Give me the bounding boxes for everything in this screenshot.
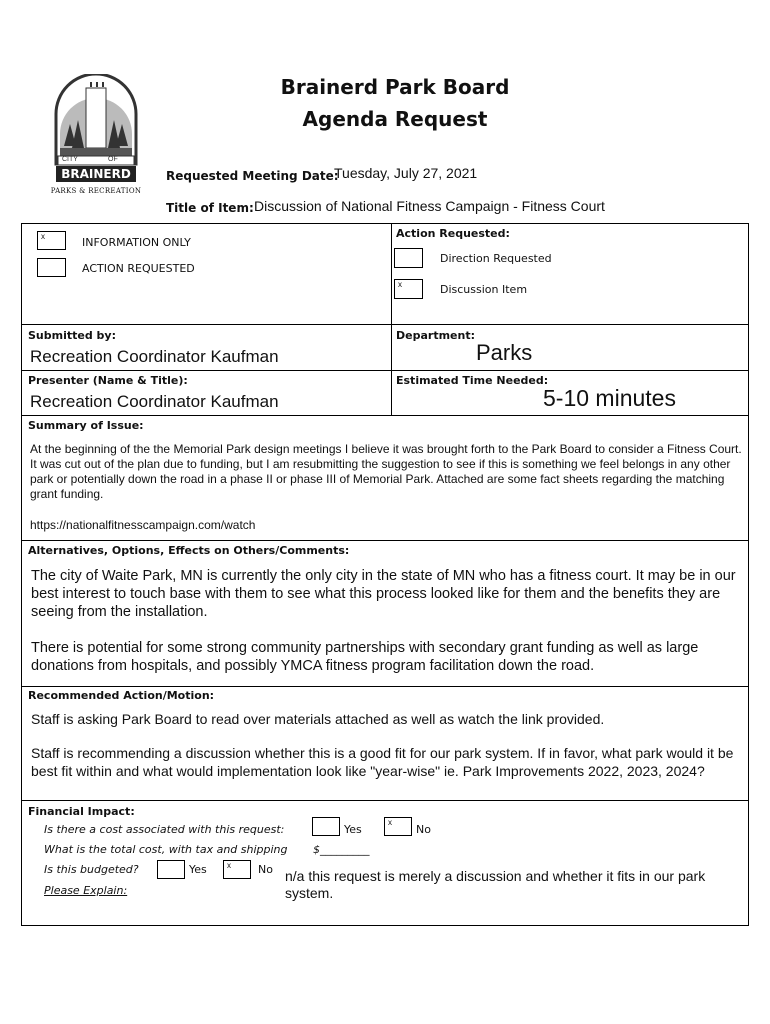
meeting-date-label: Requested Meeting Date:	[166, 169, 339, 183]
budgeted-yes-label: Yes	[189, 863, 207, 876]
submitted-by-label: Submitted by:	[28, 329, 116, 342]
divider	[391, 223, 392, 416]
item-title-label: Title of Item:	[166, 201, 254, 215]
budgeted-question: Is this budgeted?	[44, 863, 139, 876]
item-title-value[interactable]: Discussion of National Fitness Campaign - Fitness Court	[254, 198, 605, 214]
alternatives-label: Alternatives, Options, Effects on Others/Comments:	[28, 544, 350, 557]
submitted-by-value[interactable]: Recreation Coordinator Kaufman	[30, 347, 279, 366]
divider	[21, 370, 749, 371]
meeting-date-value[interactable]: Tuesday, July 27, 2021	[334, 165, 478, 181]
checkbox-mark: x	[227, 861, 231, 870]
explain-text[interactable]: n/a this request is merely a discussion and whether it fits in our park system.	[285, 868, 706, 901]
alternatives-para1[interactable]: The city of Waite Park, MN is currently the only city in the state of MN who has a fitness court. It may be in our best interest to touch base with them to see what this process looked like for them and the benefits they are seeing from the installation.	[31, 568, 736, 620]
discussion-item-checkbox[interactable]	[394, 279, 423, 299]
time-needed-label: Estimated Time Needed:	[396, 374, 549, 387]
information-only-checkbox[interactable]	[37, 231, 66, 250]
divider	[21, 540, 749, 541]
logo-of-label: OF	[108, 156, 118, 163]
recommended-label: Recommended Action/Motion:	[28, 689, 215, 702]
presenter-label: Presenter (Name & Title):	[28, 374, 188, 387]
budgeted-no-label: No	[258, 863, 273, 876]
cost-question: Is there a cost associated with this request:	[44, 823, 285, 836]
page-title-line1: Brainerd Park Board	[280, 75, 510, 99]
checkbox-mark: x	[41, 232, 45, 241]
logo-city-label: CITY	[62, 156, 78, 163]
recommended-para2[interactable]: Staff is recommending a discussion whether this is a good fit for our park system. If in favor, what park would it be best fit within and what would implementation look like "year-wise" ie. Park Improvements 2022, 2023, 2024?	[31, 745, 734, 779]
department-value[interactable]: Parks	[476, 340, 533, 365]
department-label: Department:	[396, 329, 475, 342]
summary-label: Summary of Issue:	[28, 419, 144, 432]
cost-yes-label: Yes	[344, 823, 362, 836]
budgeted-no-checkbox[interactable]	[223, 860, 251, 879]
action-requested-checkbox[interactable]	[37, 258, 66, 277]
discussion-item-label: Discussion Item	[440, 283, 528, 296]
logo	[50, 74, 142, 202]
cost-no-label: No	[416, 823, 431, 836]
divider	[21, 686, 749, 687]
direction-requested-checkbox[interactable]	[394, 248, 423, 268]
action-requested-heading: Action Requested:	[396, 227, 510, 240]
divider	[21, 415, 749, 416]
cost-yes-checkbox[interactable]	[312, 817, 340, 836]
checkbox-mark: x	[388, 818, 392, 827]
budgeted-yes-checkbox[interactable]	[157, 860, 185, 879]
total-cost-value[interactable]: $_________	[313, 843, 370, 856]
page-title-line2: Agenda Request	[302, 107, 488, 131]
total-cost-question: What is the total cost, with tax and shipping	[44, 843, 288, 856]
information-only-label: INFORMATION ONLY	[82, 236, 191, 249]
alternatives-para2[interactable]: There is potential for some strong community partnerships with secondary grant funding as well as large donations from hospitals, and possibly YMCA fitness program facilitation down the road.	[31, 640, 699, 674]
divider	[21, 324, 749, 325]
presenter-value[interactable]: Recreation Coordinator Kaufman	[30, 392, 279, 411]
summary-text[interactable]: At the beginning of the the Memorial Park design meetings I believe it was brought forth to the Park Board to consider a Fitness Court. It was cut out of the plan due to funding, but I am resubmitting the suggestion to see if this is something we feel belongs in any other park or potentially down the road in a phase II or phase III of Memorial Park. Attached are some fact sheets regarding the matching grant funding.	[30, 442, 742, 501]
logo-name: BRAINERD	[61, 167, 131, 181]
recommended-para1[interactable]: Staff is asking Park Board to read over materials attached as well as watch the link provided.	[31, 711, 605, 727]
cost-no-checkbox[interactable]	[384, 817, 412, 836]
explain-label: Please Explain:	[44, 884, 128, 897]
financial-label: Financial Impact:	[28, 805, 135, 818]
city-seal-icon	[50, 74, 142, 202]
summary-link[interactable]: https://nationalfitnesscampaign.com/watch	[30, 518, 256, 532]
checkbox-mark: x	[398, 280, 402, 289]
time-needed-value[interactable]: 5-10 minutes	[543, 385, 676, 411]
direction-requested-label: Direction Requested	[440, 252, 552, 265]
logo-tagline: PARKS & RECREATION	[50, 187, 142, 195]
action-requested-label: ACTION REQUESTED	[82, 262, 195, 275]
divider	[21, 800, 749, 801]
